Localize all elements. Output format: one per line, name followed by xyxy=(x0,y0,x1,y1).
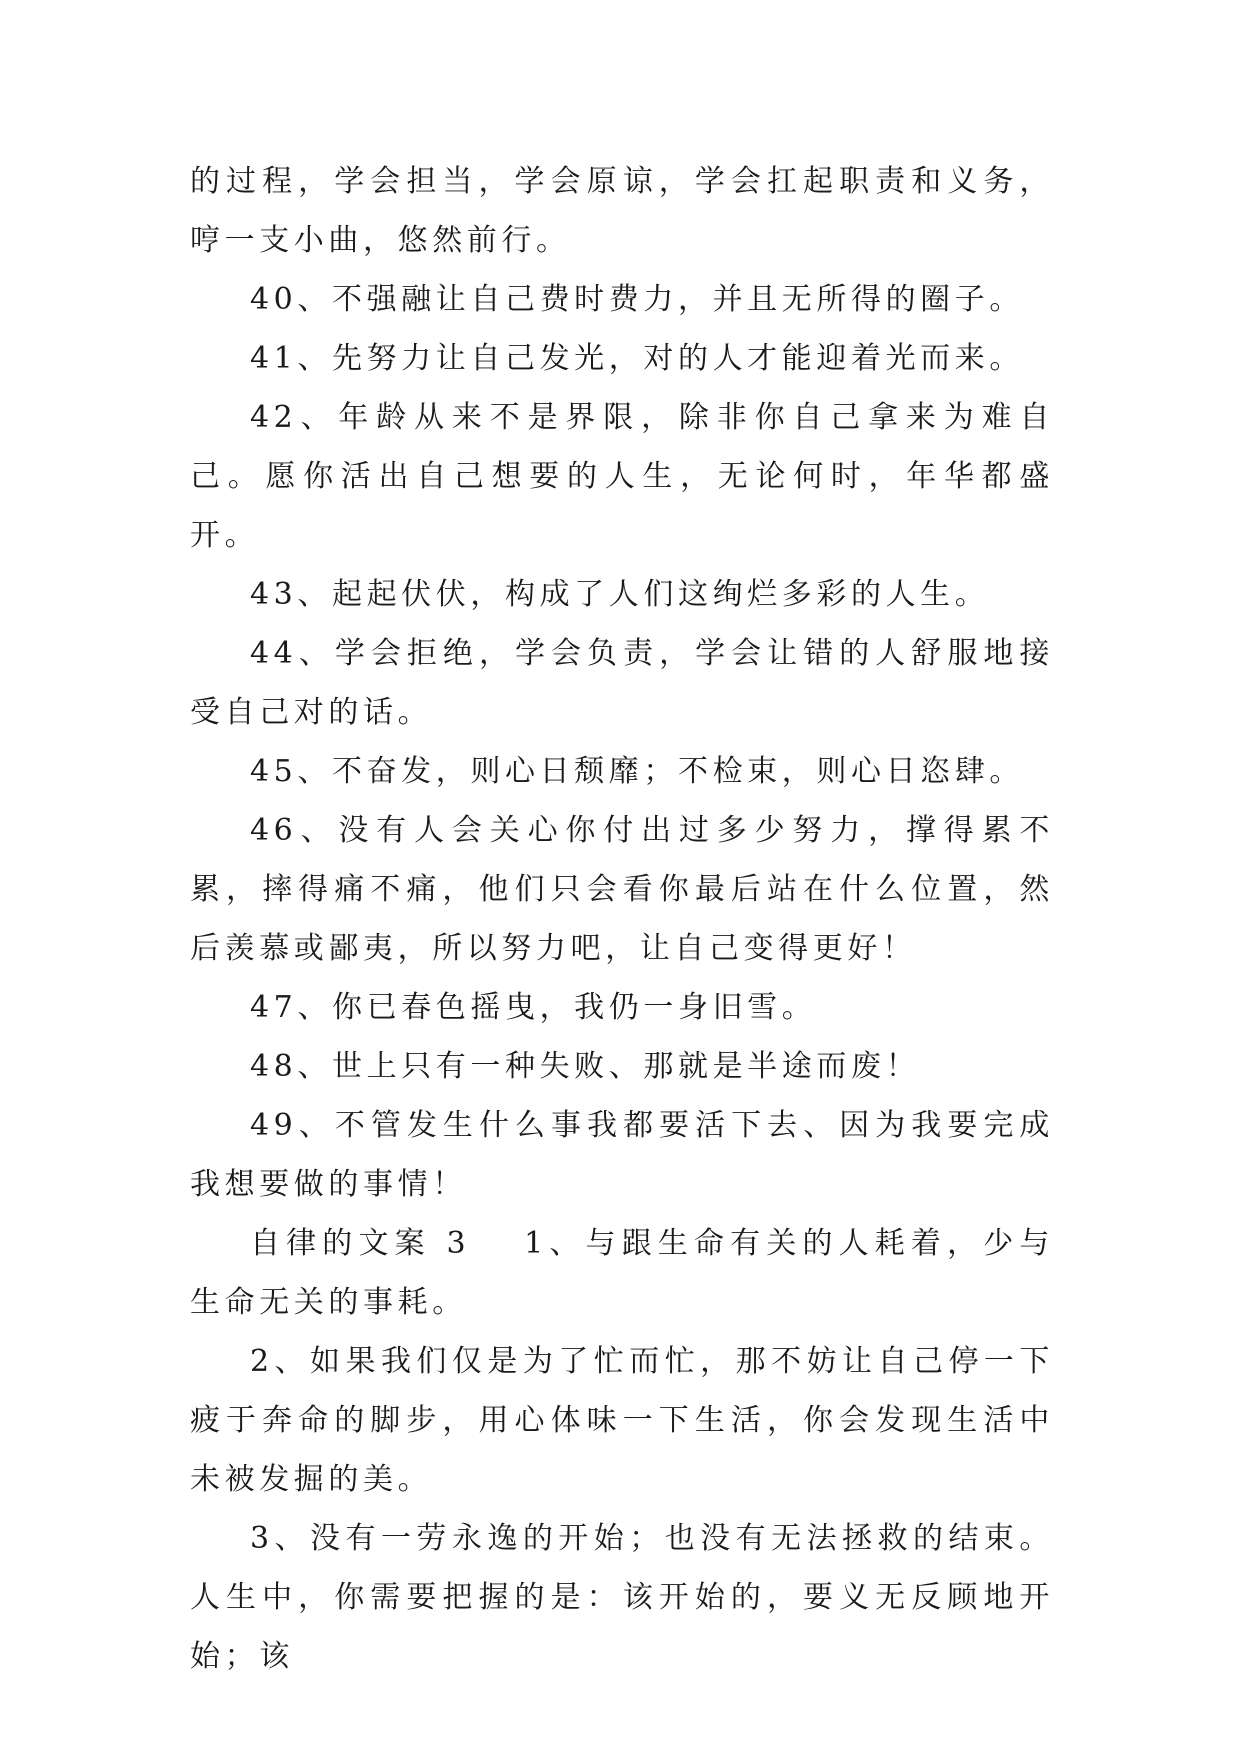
list-item-2: 2、如果我们仅是为了忙而忙，那不妨让自己停一下疲于奔命的脚步，用心体味一下生活，你会发现生活中未被发掘的美。 xyxy=(190,1344,1054,1497)
list-item-43: 43、起起伏伏，构成了人们这绚烂多彩的人生。 xyxy=(250,577,990,612)
list-item-47: 47、你已春色摇曳，我仍一身旧雪。 xyxy=(250,990,817,1025)
list-item-41: 41、先努力让自己发光，对的人才能迎着光而来。 xyxy=(250,341,1024,376)
list-item-3: 3、没有一劳永逸的开始；也没有无法拯救的结束。人生中，你需要把握的是：该开始的，要义无反顾地开始；该 xyxy=(190,1521,1054,1674)
list-item-45: 45、不奋发，则心日颓靡；不检束，则心日恣肆。 xyxy=(250,754,1024,789)
list-item-49: 49、不管发生什么事我都要活下去、因为我要完成我想要做的事情！ xyxy=(190,1108,1054,1202)
section-heading: 自律的文案 3 xyxy=(250,1226,471,1261)
paragraph: 的过程，学会担当，学会原谅，学会扛起职责和义务，哼一支小曲，悠然前行。 xyxy=(190,164,1054,258)
list-item-1: 1、与跟生命有关的人耗着，少与生命无关的事耗。 xyxy=(190,1226,1054,1320)
list-item-44: 44、学会拒绝，学会负责，学会让错的人舒服地接受自己对的话。 xyxy=(190,636,1054,730)
list-item-42: 42、年龄从来不是界限，除非你自己拿来为难自己。愿你活出自己想要的人生，无论何时，年华都盛开。 xyxy=(190,400,1054,553)
section-paragraph xyxy=(190,1214,1054,1332)
list-item-46: 46、没有人会关心你付出过多少努力，撑得累不累，摔得痛不痛，他们只会看你最后站在什么位置，然后羡慕或鄙夷，所以努力吧，让自己变得更好！ xyxy=(190,813,1054,966)
document-body xyxy=(190,152,1054,1686)
list-item-48: 48、世上只有一种失败、那就是半途而废！ xyxy=(250,1049,921,1084)
list-item-40: 40、不强融让自己费时费力，并且无所得的圈子。 xyxy=(250,282,1024,317)
